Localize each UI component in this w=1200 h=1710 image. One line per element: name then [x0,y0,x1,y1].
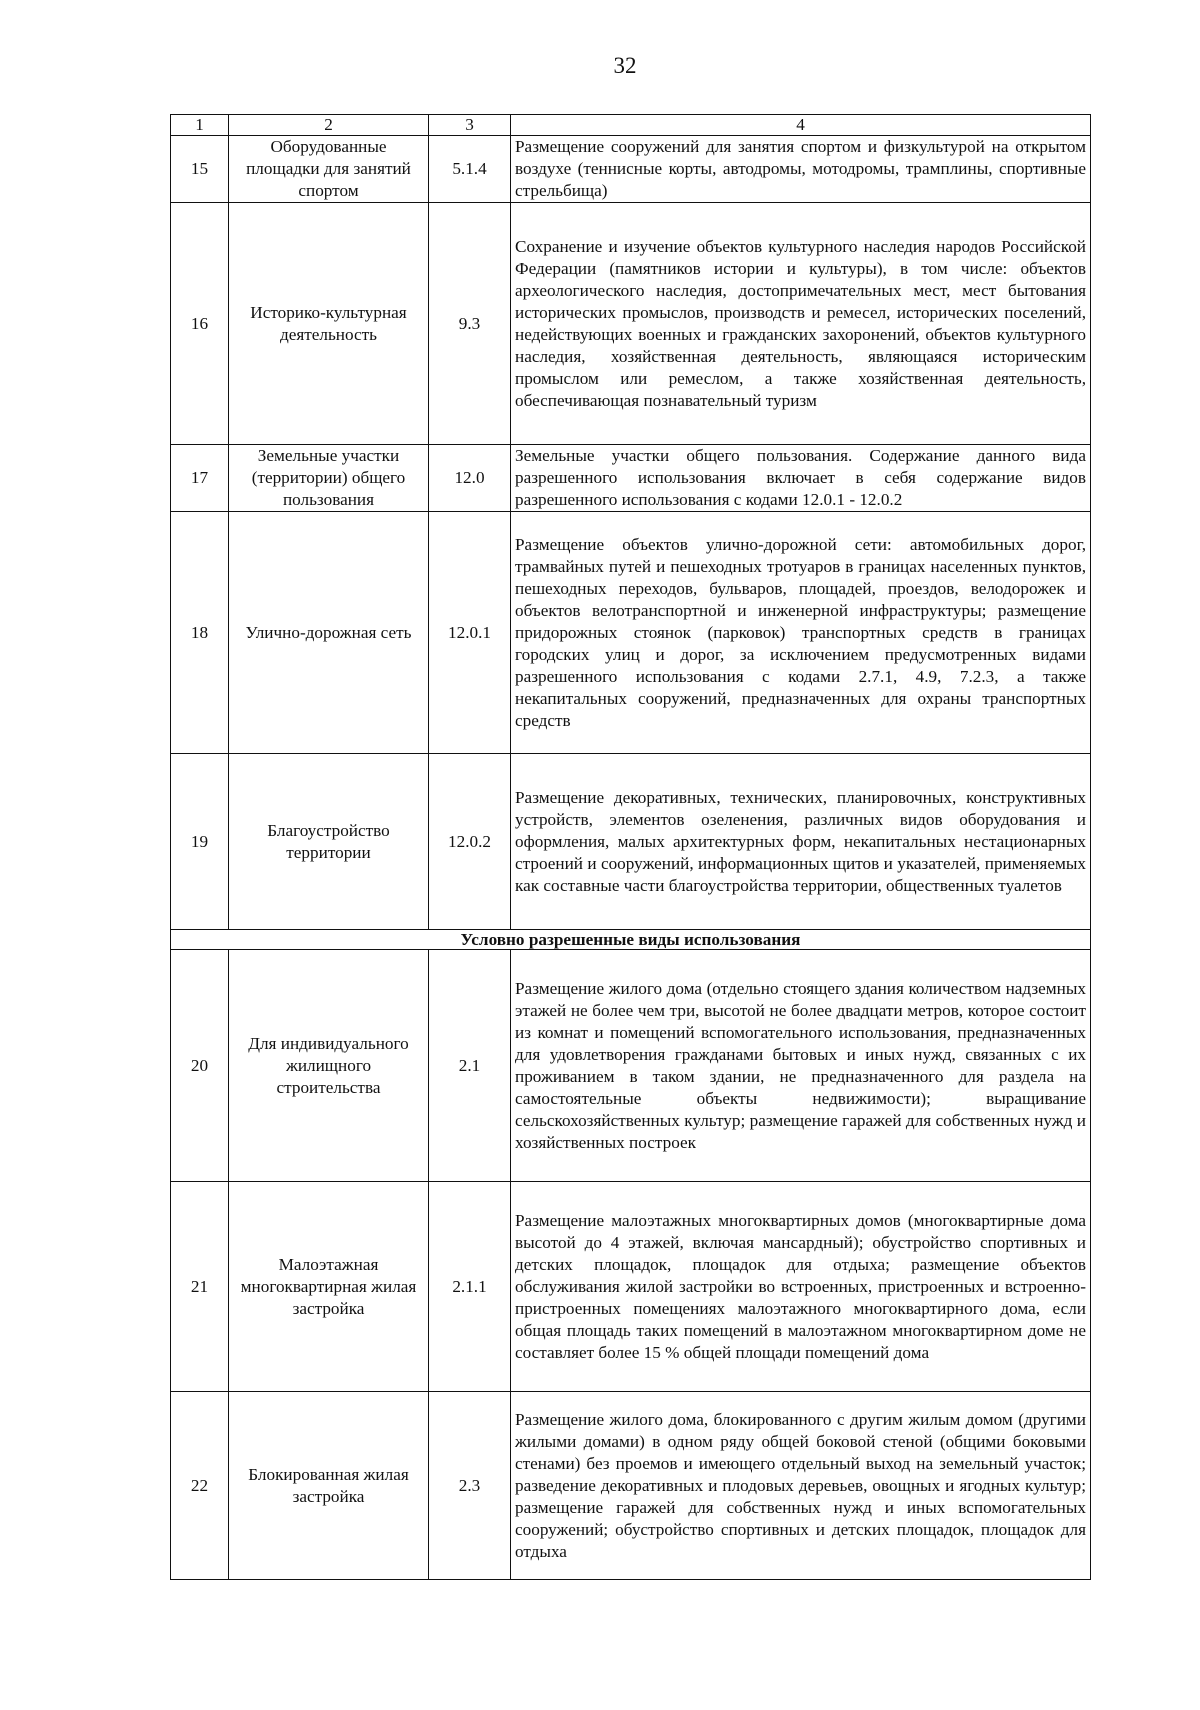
use-type-code: 9.3 [429,203,511,445]
use-type-description: Размещение жилого дома (отдельно стоящего здания количеством надземных этажей не более чем три, высотой не более двадцати метров, которое состоит из комнат и помещений вспомогательного использования, предназначенных для удовлетворения гражданами бытовых и иных нужд, связанных с их проживанием в таком здании, не предназначенного для раздела на самостоятельные объекты недвижимости); выращивание сельскохозяйственных культур; размещение гаражей для собственных нужд и хозяйственных построек [511,950,1091,1182]
table-row [171,512,1091,754]
use-type-description: Размещение объектов улично-дорожной сети: автомобильных дорог, трамвайных путей и пешеходных тротуаров в границах населенных пунктов, пешеходных переходов, бульваров, площадей, проездов, велодорожек и объектов велотранспортной и инженерной инфраструктуры; размещение придорожных стоянок (парковок) транспортных средств в границах городских улиц и дорог, за исключением предусмотренных видами разрешенного использования с кодами 2.7.1, 4.9, 7.2.3, а также некапитальных сооружений, предназначенных для охраны транспортных средств [511,512,1091,754]
section-header-row [171,930,1091,950]
use-type-name: Историко-культурная деятельность [229,203,429,445]
row-number: 19 [171,754,229,930]
table-header-row [171,115,1091,136]
use-type-description: Размещение декоративных, технических, планировочных, конструктивных устройств, элементов озеленения, различных видов оборудования и оформления, малых архитектурных форм, некапитальных нестационарных строений и сооружений, информационных щитов и указателей, применяемых как составные части благоустройства территории, общественных туалетов [511,754,1091,930]
row-number: 21 [171,1182,229,1392]
use-type-name: Для индивидуального жилищного строительства [229,950,429,1182]
row-number: 20 [171,950,229,1182]
use-type-code: 12.0 [429,445,511,512]
use-type-code: 12.0.2 [429,754,511,930]
page-number: 32 [613,53,637,78]
use-type-code: 2.3 [429,1392,511,1580]
table-row [171,136,1091,203]
table-row [171,203,1091,445]
use-type-description: Размещение малоэтажных многоквартирных домов (многоквартирные дома высотой до 4 этажей, включая мансардный); обустройство спортивных и детских площадок, площадок для отдыха; размещение объектов обслуживания жилой застройки во встроенных, пристроенных и встроенно-пристроенных помещениях малоэтажного многоквартирного дома, если общая площадь таких помещений в малоэтажном многоквартирном доме не составляет более 15 % общей площади помещений дома [511,1182,1091,1392]
use-type-name: Оборудованные площадки для занятий спортом [229,136,429,203]
use-type-name: Улично-дорожная сеть [229,512,429,754]
use-type-name: Благоустройство территории [229,754,429,930]
land-use-table [170,114,1091,1580]
column-header: 1 [171,115,229,136]
column-header: 2 [229,115,429,136]
use-type-description: Сохранение и изучение объектов культурного наследия народов Российской Федерации (памятников истории и культуры), в том числе: объектов археологического наследия, достопримечательных мест, мест бытования исторических промыслов, производств и ремесел, исторических поселений, недействующих военных и гражданских захоронений, объектов культурного наследия, хозяйственная деятельность, являющаяся историческим промыслом или ремеслом, а также хозяйственная деятельность, обеспечивающая познавательный туризм [511,203,1091,445]
row-number: 17 [171,445,229,512]
use-type-name: Малоэтажная многоквартирная жилая застройка [229,1182,429,1392]
row-number: 22 [171,1392,229,1580]
use-type-description: Размещение сооружений для занятия спортом и физкультурой на открытом воздухе (теннисные корты, автодромы, мотодромы, трамплины, спортивные стрельбища) [511,136,1091,203]
use-type-code: 2.1.1 [429,1182,511,1392]
use-type-code: 2.1 [429,950,511,1182]
use-type-description: Размещение жилого дома, блокированного с другим жилым домом (другими жилыми домами) в одном ряду общей боковой стеной (общими боковыми стенами) без проемов и имеющего отдельный выход на земельный участок; разведение декоративных и плодовых деревьев, овощных и ягодных культур; размещение гаражей для собственных нужд и иных вспомогательных сооружений; обустройство спортивных и детских площадок, площадок для отдыха [511,1392,1091,1580]
row-number: 18 [171,512,229,754]
use-type-description: Земельные участки общего пользования. Содержание данного вида разрешенного использования включает в себя содержание видов разрешенного использования с кодами 12.0.1 - 12.0.2 [511,445,1091,512]
use-type-code: 5.1.4 [429,136,511,203]
row-number: 15 [171,136,229,203]
table-row [171,754,1091,930]
table-row [171,445,1091,512]
use-type-code: 12.0.1 [429,512,511,754]
column-header: 3 [429,115,511,136]
row-number: 16 [171,203,229,445]
table-row [171,1182,1091,1392]
use-type-name: Блокированная жилая застройка [229,1392,429,1580]
table-row [171,950,1091,1182]
section-title: Условно разрешенные виды использования [171,930,1091,950]
use-type-name: Земельные участки (территории) общего пользования [229,445,429,512]
table-row [171,1392,1091,1580]
column-header: 4 [511,115,1091,136]
